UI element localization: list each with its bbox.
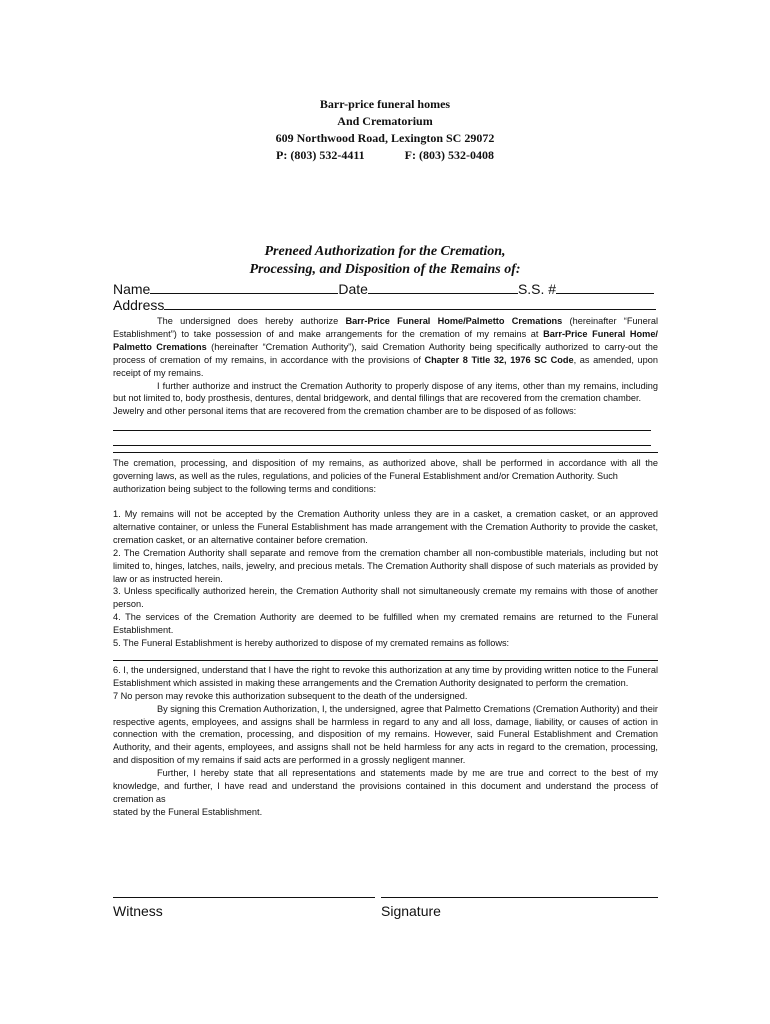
intro-text-c: (hereinafter “Funeral Establishment”) to take possession of and make arrangements for the cremation of my remains at xyxy=(113,316,658,339)
intro-text-e: (hereinafter “Cremation Authority”), said Cremation Authority being specifically authorized to carry-out the process of cremation of my remains, in accordance with the provisions of xyxy=(113,341,658,365)
date-label: Date xyxy=(338,281,368,297)
fax-number: F: (803) 532-0408 xyxy=(404,148,494,162)
name-date-ss-row xyxy=(113,281,658,297)
term-6: 6. I, the undersigned, understand that I have the right to revoke this authorization at any time by providing written notice to the Funeral Establishment which assisted in making these arrangements and the Cremation Authority designated to perform the cremation. xyxy=(113,664,658,688)
signature-line[interactable] xyxy=(381,897,658,898)
phone-number: P: (803) 532-4411 xyxy=(276,148,365,162)
jewelry-paragraph: Jewelry and other personal items that are recovered from the cremation chamber are to be disposed of as follows: xyxy=(113,406,577,417)
terms-intro: authorization being subject to the following terms and conditions: xyxy=(113,484,377,495)
representations-paragraph-end: stated by the Funeral Establishment. xyxy=(113,806,263,817)
authorization-body xyxy=(113,315,658,819)
address-field[interactable] xyxy=(164,297,656,310)
witness-label: Witness xyxy=(113,903,163,919)
form-title-line-2: Processing, and Disposition of the Remains of: xyxy=(249,262,521,277)
term-2: 2. The Cremation Authority shall separate and remove from the cremation chamber all non-combustible materials, including but not limited to, hinges, latches, nails, jewelry, and precious metals. The Cremation Authority shall dispose of such materials as provided by law or as instructed herein. xyxy=(113,547,658,584)
term-5: 5. The Funeral Establishment is hereby authorized to dispose of my cremated remains as follows: xyxy=(113,638,510,649)
funeral-establishment-name: Barr-Price Funeral Home/Palmetto Cremations xyxy=(345,316,563,326)
form-title-line-1: Preneed Authorization for the Cremation, xyxy=(264,244,506,259)
address-label: Address xyxy=(113,297,165,313)
representations-paragraph: Further, I hereby state that all representations and statements made by me are true and correct to the best of my knowledge, and further, I have read and understand the provisions contained in this document and understand the process of cremation as xyxy=(113,768,658,804)
term-1: 1. My remains will not be accepted by the Cremation Authority unless they are in a casket, a cremation casket, or an approved alternative container, or unless the Funeral Establishment has made arrangement with the Cremation Authority to provide the casket, cremation casket, or an alternative container before cremation. xyxy=(113,508,658,545)
term-3: 3. Unless specifically authorized herein, the Cremation Authority shall not simultaneously cremate my remains with those of another person. xyxy=(113,586,658,610)
cremation-authority-name: Barr-Price Funeral Home/ Palmetto Cremations xyxy=(113,328,658,352)
ss-number-field[interactable] xyxy=(556,281,654,294)
crematorium-name: And Crematorium xyxy=(337,114,433,128)
intro-paragraph xyxy=(113,315,658,380)
name-field[interactable] xyxy=(150,281,338,294)
signature-label: Signature xyxy=(381,903,441,919)
letterhead xyxy=(0,96,770,164)
contact-numbers xyxy=(0,147,770,164)
intro-text-g: , as amended, upon receipt of my remains. xyxy=(113,354,658,378)
intro-text-a: The undersigned does hereby authorize xyxy=(157,316,346,326)
company-address: 609 Northwood Road, Lexington SC 29072 xyxy=(275,131,495,145)
hold-harmless-paragraph: By signing this Cremation Authorization, I, the undersigned, agree that Palmetto Cremations (Cremation Authority) and their respective agents, employees, and assigns shall be harmless in regard to any and all loss, damage, liability, or causes of action in connection with the cremation, processing, and disposition of my remains. However, said Funeral Establishment and Cremation Authority, and their agents, employees, and assigns shall not be held harmless for any acts in regard to the cremation, processing, and disposition of my remains if said acts are performed in a grossly negligent manner. xyxy=(113,703,658,766)
sc-code-reference: Chapter 8 Title 32, 1976 SC Code xyxy=(424,354,574,365)
term-4: 4. The services of the Cremation Authority are deemed to be fulfilled when my cremated remains are returned to the Funeral Establishment. xyxy=(113,612,658,636)
ss-label: S.S. # xyxy=(517,281,557,297)
disposal-paragraph: I further authorize and instruct the Cremation Authority to properly dispose of any items, other than my remains, including but not limited to, body prosthesis, dentures, dental bridgework, and dental fillings that are recovered from the cremation chamber. xyxy=(113,380,658,404)
witness-signature-line[interactable] xyxy=(113,897,375,898)
address-row xyxy=(113,297,658,313)
company-name: Barr-price funeral homes xyxy=(319,97,451,111)
form-title xyxy=(0,243,770,279)
term-7: 7 No person may revoke this authorization subsequent to the death of the undersigned. xyxy=(113,690,468,701)
name-label: Name xyxy=(113,281,151,297)
date-field[interactable] xyxy=(368,281,518,294)
governing-paragraph: The cremation, processing, and disposition of my remains, as authorized above, shall be performed in accordance with all the governing laws, as well as the rules, regulations, and policies of the Funeral Establishment and/or Cremation Authority. Such xyxy=(113,458,658,482)
